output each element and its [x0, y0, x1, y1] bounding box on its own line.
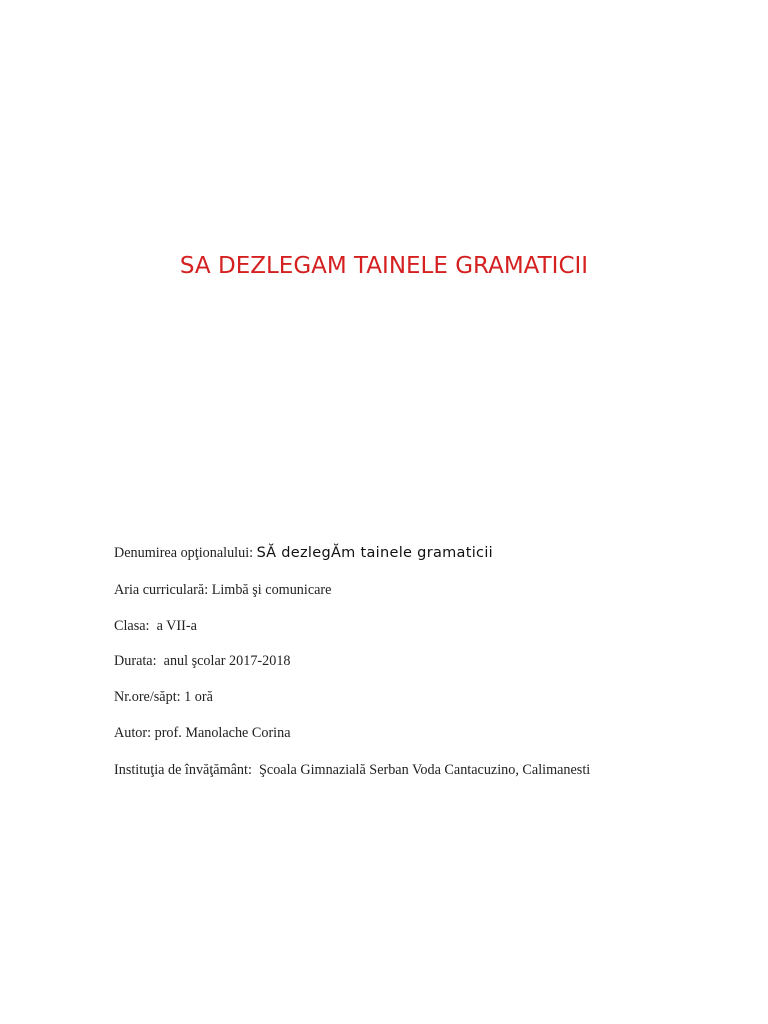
field-author	[114, 725, 291, 742]
document-title: SA DEZLEGAM TAINELE GRAMATICII	[179, 253, 589, 279]
field-value: anul şcolar 2017-2018	[163, 653, 291, 669]
field-class	[114, 618, 197, 635]
field-label: Nr.ore/săpt:	[114, 689, 181, 705]
field-course-name	[114, 545, 493, 562]
field-value: a VII-a	[156, 618, 197, 634]
field-duration	[114, 653, 291, 670]
field-value: 1 oră	[184, 689, 213, 705]
field-value: prof. Manolache Corina	[154, 725, 291, 741]
field-label: Instituţia de învăţământ:	[114, 762, 252, 778]
field-value: Limbă şi comunicare	[211, 582, 332, 598]
field-hours-per-week	[114, 689, 213, 706]
field-label: Autor:	[114, 725, 152, 741]
field-value: SĂ dezlegĂm tainele gramaticii	[256, 545, 493, 561]
field-institution	[114, 762, 590, 779]
field-label: Durata:	[114, 653, 157, 669]
field-label: Denumirea opţionalului:	[114, 545, 254, 561]
field-label: Aria curriculară:	[114, 582, 209, 598]
field-value: Şcoala Gimnazială Serban Voda Cantacuzino, Calimanesti	[259, 762, 591, 778]
field-label: Clasa:	[114, 618, 150, 634]
field-curricular-area	[114, 582, 331, 599]
